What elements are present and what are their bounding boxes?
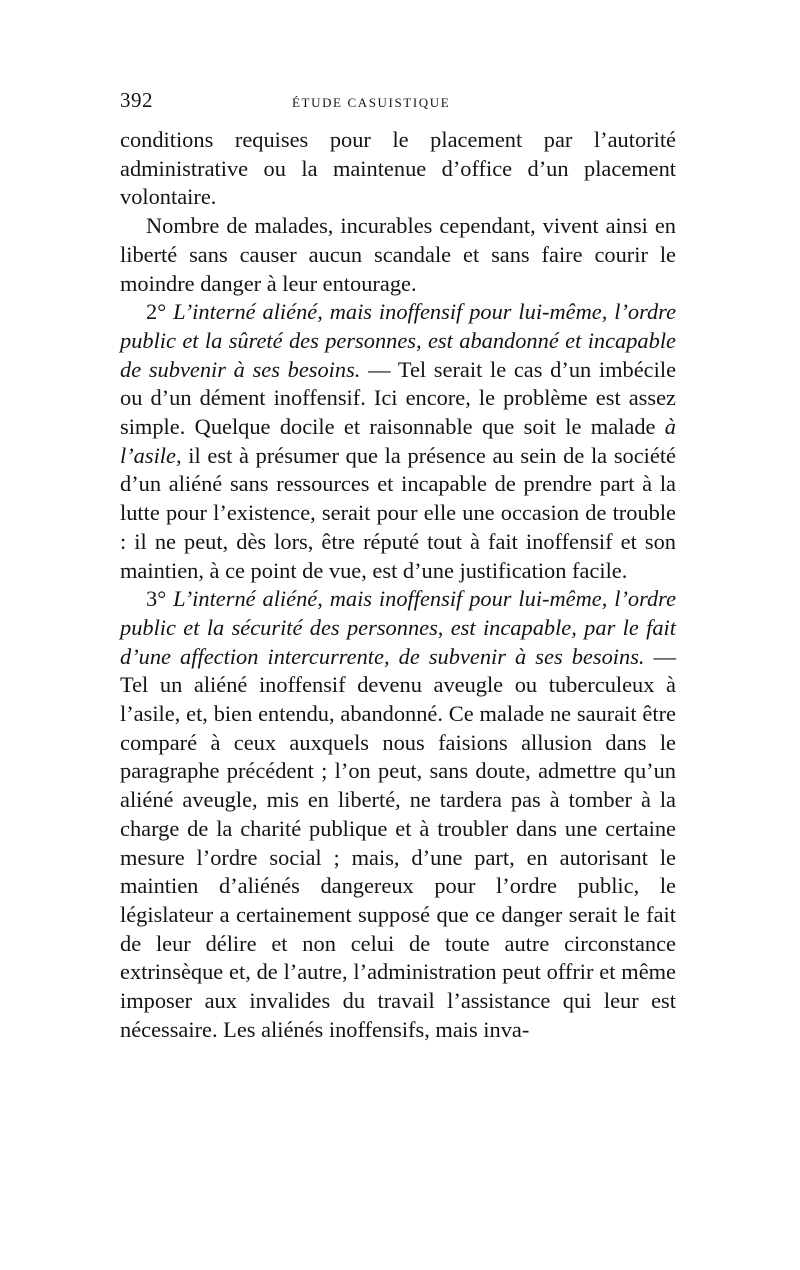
body-text [120,126,676,1045]
paragraph-2 [120,212,676,298]
paragraph-4 [120,585,676,1044]
paragraph-3-text: — Tel serait le cas d’un imbécile ou d’un dément inoffensif. Ici encore, le problème est assez simple. Quelque docile et raisonnable que soit le malade [120,356,677,440]
paragraph-1-text: conditions requises pour le placement par l’autorité administrative ou la maintenue d’office d’un placement volontaire. [120,127,676,210]
paragraph-1 [120,126,676,212]
running-title: ÉTUDE CASUISTIQUE [292,95,451,110]
book-page [120,88,676,1045]
paragraph-3-text-cont: il est à présumer que la présence au sein de la société d’un aliéné sans ressources et incapable de prendre part à la lutte pour l’existence, serait pour elle une occasion de trouble : il ne peut, dès lors, être réputé tout à fait inoffensif et son maintien, à ce point de vue, est d’une justification facile. [120,442,676,583]
paragraph-3 [120,298,676,585]
paragraph-2-text: Nombre de malades, incurables cependant, vivent ainsi en liberté sans causer aucun scandale et sans faire courir le moindre danger à leur entourage. [120,213,676,296]
paragraph-4-number: 3° [146,586,174,612]
paragraph-3-emphasis: à l’asile, [120,414,676,468]
paragraph-4-heading: L’interné aliéné, mais inoffensif pour lui-même, l’ordre public et la sécurité des personnes, est incapable, par le fait d’une affection intercurrente, de subvenir à ses besoins. [120,586,677,669]
paragraph-3-number: 2° [146,299,174,325]
page-header [120,88,676,122]
paragraph-3-heading: L’interné aliéné, mais inoffensif pour lui-même, l’ordre public et la sûreté des personnes, est abandonné et incapable de subvenir à ses besoins. [120,299,677,382]
page-number: 392 [120,88,153,112]
paragraph-4-text: — Tel un aliéné inoffensif devenu aveugle ou tuberculeux à l’asile, et, bien entendu, abandonné. Ce malade ne saurait être comparé à ceux auxquels nous faisions allusion dans le paragraphe précédent ; l’on peut, sans doute, admettre qu’un aliéné aveugle, mis en liberté, ne tardera pas à tomber à la charge de la charité publique et à troubler dans une certaine mesure l’ordre social ; mais, d’une part, en autorisant le maintien d’aliénés dangereux pour l’ordre public, le législateur a certainement supposé que ce danger serait le fait de leur délire et non celui de toute autre circonstance extrinsèque et, de l’autre, l’administration peut offrir et même imposer aux invalides du travail l’assistance qui leur est nécessaire. Les aliénés inoffensifs, mais inva- [120,643,676,1042]
